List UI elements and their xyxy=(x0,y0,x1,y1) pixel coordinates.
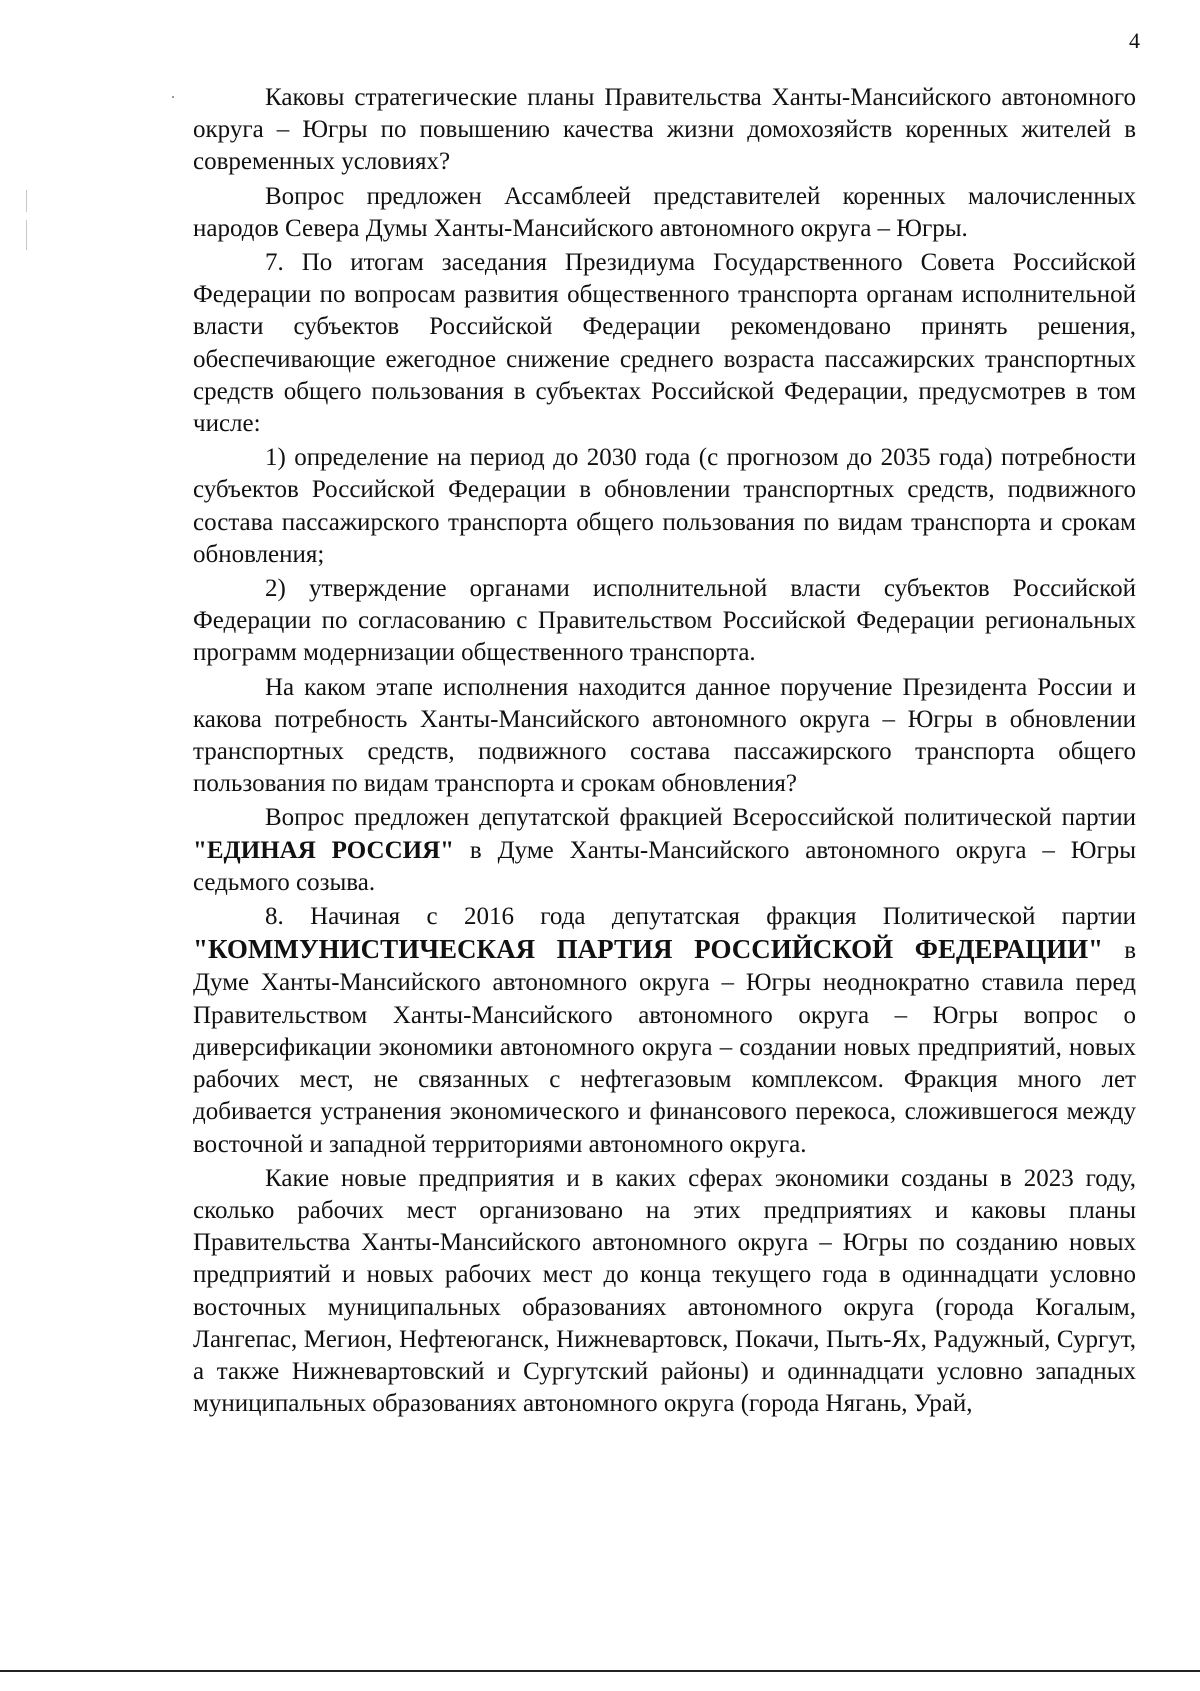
scan-edge-mark xyxy=(26,190,27,212)
bottom-rule xyxy=(0,1670,1200,1672)
paragraph-q6-source: Вопрос предложен Ассамблеей представителей коренных малочисленных народов Севера Думы Ханты-Мансийского автономного округа – Югры. xyxy=(193,182,1136,242)
party-name-kprf: "КОММУНИСТИЧЕСКАЯ ПАРТИЯ РОССИЙСКОЙ ФЕДЕРАЦИИ" xyxy=(193,934,1104,965)
q8-intro-text-b: в Думе Ханты-Мансийского автономного округа – Югры неоднократно ставила перед Правительством Ханты-Мансийского автономного округа – Югры вопрос о диверсификации экономики автономного округа – создании новых предприятий, новых рабочих мест, не связанных с нефтегазовым комплексом. Фракция много лет добивается устранения экономического и финансового перекоса, сложившегося между восточной и западной территориями автономного округа. xyxy=(193,937,1136,1158)
paragraph-q7-intro: 7. По итогам заседания Президиума Государственного Совета Российской Федерации по вопросам развития общественного транспорта органам исполнительной власти субъектов Российской Федерации рекомендовано принять решения, обеспечивающие ежегодное снижение среднего возраста пассажирских транспортных средств общего пользования в субъектах Российской Федерации, предусмотрев в том числе: xyxy=(193,249,1136,438)
q7-source-text-b: в Думе Ханты-Мансийского автономного округа – Югры седьмого созыва. xyxy=(193,836,1136,896)
q7-source-text-a: Вопрос предложен депутатской фракцией Всероссийской политической партии xyxy=(265,804,1136,832)
paragraph-q7-item-1: 1) определение на период до 2030 года (с прогнозом до 2035 года) потребности субъектов Российской Федерации в обновлении транспортных средств, подвижного состава пассажирского транспорта общего пользования по видам транспорта и срокам обновления; xyxy=(193,444,1136,568)
paragraph-q8-question: Какие новые предприятия и в каких сферах экономики созданы в 2023 году, сколько рабочих мест организовано на этих предприятиях и каковы планы Правительства Ханты-Мансийского автономного округа – Югры по созданию новых предприятий и новых рабочих мест до конца текущего года в одиннадцати условно восточных муниципальных образованиях автономного округа (города Когалым, Лангепас, Мегион, Нефтеюганск, Нижневартовск, Покачи, Пыть-Ях, Радужный, Сургут, а также Нижневартовский и Сургутский районы) и одиннадцати условно западных муниципальных образованиях автономного округа (города Нягань, Урай, xyxy=(193,1164,1136,1418)
party-name-edinaya-rossiya: "ЕДИНАЯ РОССИЯ" xyxy=(193,836,455,864)
paragraph-q7-source xyxy=(193,802,1136,899)
document-body xyxy=(193,82,1136,1422)
page-number: 4 xyxy=(1129,28,1140,53)
scan-dot xyxy=(172,96,174,98)
q8-intro-text-a: 8. Начиная с 2016 года депутатская фракция Политической партии xyxy=(265,903,1136,931)
paragraph-q7-question: На каком этапе исполнения находится данное поручение Президента России и какова потребность Ханты-Мансийского автономного округа – Югры в обновлении транспортных средств, подвижного состава пассажирского транспорта общего пользования по видам транспорта и срокам обновления? xyxy=(193,673,1136,798)
scan-edge-mark xyxy=(26,220,27,250)
paragraph-q7-item-2: 2) утверждение органами исполнительной власти субъектов Российской Федерации по согласованию с Правительством Российской Федерации региональных программ модернизации общественного транспорта. xyxy=(193,575,1136,667)
paragraph-q6-question: Каковы стратегические планы Правительства Ханты-Мансийского автономного округа – Югры по повышению качества жизни домохозяйств коренных жителей в современных условиях? xyxy=(193,84,1136,176)
paragraph-q8-intro xyxy=(193,901,1136,1161)
